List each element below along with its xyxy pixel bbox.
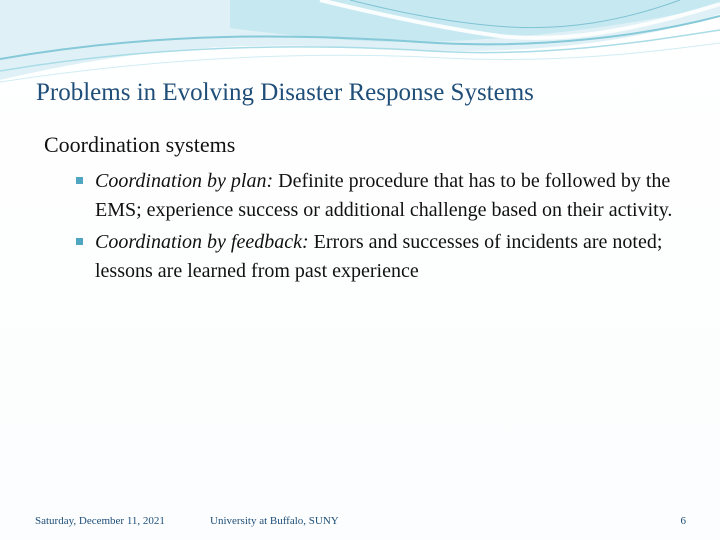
section-heading: Coordination systems bbox=[44, 132, 236, 157]
bullet-list bbox=[76, 167, 686, 289]
bullet-item bbox=[76, 228, 686, 286]
bullet-text: Errors and successes of incidents are noted; lessons are learned from past experience bbox=[95, 231, 663, 282]
bullet-item bbox=[76, 167, 686, 225]
bullet-term: Coordination by plan: bbox=[95, 170, 274, 192]
footer-institution: University at Buffalo, SUNY bbox=[210, 515, 339, 527]
square-bullet-icon bbox=[76, 238, 83, 245]
slide-title: Problems in Evolving Disaster Response Systems bbox=[36, 79, 534, 106]
page-number: 6 bbox=[680, 515, 686, 527]
footer-date: Saturday, December 11, 2021 bbox=[35, 515, 165, 527]
square-bullet-icon bbox=[76, 177, 83, 184]
bullet-text: Definite procedure that has to be followed by the EMS; experience success or additional challenge based on their activity. bbox=[95, 170, 673, 221]
bullet-term: Coordination by feedback: bbox=[95, 231, 309, 253]
